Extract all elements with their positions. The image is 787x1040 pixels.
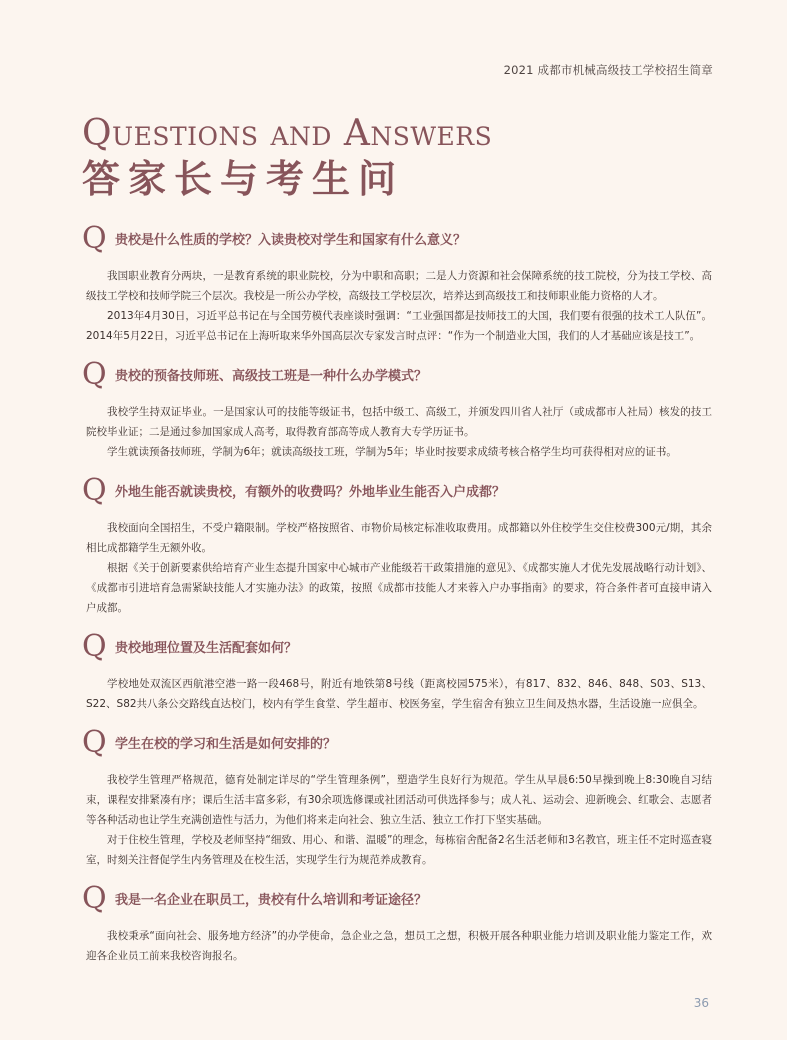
qa-list [82,222,712,978]
question-text: 贵校的预备技师班、高级技工班是一种什么办学模式？ [115,369,428,385]
answer-paragraph: 根据《关于创新要素供给培育产业生态提升国家中心城市产业能级若干政策措施的意见》、《成都实施人才优先发展战略行动计划》、《成都市引进培育急需紧缺技能人才实施办法》的政策，按照《成都市技能人才来蓉入户办事指南》的要求，符合条件者可直接申请入户成都。 [86,562,712,614]
question-row [82,726,712,758]
question-text: 学生在校的学习和生活是如何安排的？ [115,737,337,753]
answer-block [82,674,712,714]
answer-paragraph: 我校学生持双证毕业。一是国家认可的技能等级证书，包括中级工、高级工，并颁发四川省人社厅（或成都市人社局）核发的技工院校毕业证；二是通过参加国家成人高考，取得教育部高等成人教育大专学历证书。 [86,406,712,438]
question-mark-q: Q [82,357,107,392]
answer-paragraph: 学校地处双流区西航港空港一路一段468号，附近有地铁第8号线（距离校园575米），有817、832、846、848、S03、S13、S22、S82共八条公交路线直达校门，校内有学生食堂、学生超市、校医务室，学生宿舍有独立卫生间及热水器，生活设施一应俱全。 [86,678,712,710]
question-text: 外地生能否就读贵校，有额外的收费吗？外地毕业生能否入户成都？ [115,485,506,501]
answer-block [82,770,712,870]
answer-paragraph: 对于住校生管理，学校及老师坚持“细致、用心、和谐、温暖”的理念，每栋宿舍配备2名生活老师和3名教官，班主任不定时巡查寝室，时刻关注督促学生内务管理及在校生活，实现学生行为规范养成教育。 [86,834,712,866]
question-row [82,474,712,506]
qa-item-location [82,630,712,714]
qa-item-employee-training [82,882,712,966]
page-title-english: Questions and Answers [82,113,493,154]
answer-paragraph: 我校秉承“面向社会、服务地方经济”的办学使命，急企业之急，想员工之想，积极开展各种职业能力培训及职业能力鉴定工作，欢迎各企业员工前来我校咨询报名。 [86,930,712,962]
question-text: 我是一名企业在职员工，贵校有什么培训和考证途径？ [115,893,428,909]
answer-paragraph: 我校学生管理严格规范，德育处制定详尽的“学生管理条例”，塑造学生良好行为规范。学生从早晨6:50早操到晚上8:30晚自习结束，课程安排紧凑有序；课后生活丰富多彩，有30余项选修课或社团活动可供选择参与；成人礼、运动会、迎新晚会、红歌会、志愿者等各种活动也让学生充满创造性与活力，为他们将来走向社会、独立生活、独立工作打下坚实基础。 [86,774,712,826]
answer-paragraph: 我国职业教育分两块，一是教育系统的职业院校，分为中职和高职；二是人力资源和社会保障系统的技工院校，分为技工学校、高级技工学校和技师学院三个层次。我校是一所公办学校，高级技工学校层次，培养达到高级技工和技师职业能力资格的人才。 [86,270,712,302]
question-mark-q: Q [82,473,107,508]
answer-paragraph: 学生就读预备技师班，学制为6年；就读高级技工班，学制为5年；毕业时按要求成绩考核合格学生均可获得相对应的证书。 [107,446,677,458]
answer-block [82,266,712,346]
page-number: 36 [693,996,709,1010]
question-mark-q: Q [82,881,107,916]
question-row [82,358,712,390]
question-mark-q: Q [82,725,107,760]
question-row [82,630,712,662]
question-text: 贵校是什么性质的学校？入读贵校对学生和国家有什么意义？ [115,233,467,249]
running-header: 2021 成都市机械高级技工学校招生简章 [503,63,713,77]
answer-block [82,402,712,462]
qa-item-campus-life [82,726,712,870]
question-text: 贵校地理位置及生活配套如何？ [115,641,298,657]
answer-paragraph: 2013年4月30日，习近平总书记在与全国劳模代表座谈时强调：“工业强国都是技师技工的大国，我们要有很强的技术工人队伍”。2014年5月22日，习近平总书记在上海听取来华外国高层次专家发言时点评：“作为一个制造业大国，我们的人才基础应该是技工”。 [86,310,712,342]
qa-item-school-nature [82,222,712,346]
question-mark-q: Q [82,629,107,664]
question-row [82,882,712,914]
qa-item-class-model [82,358,712,462]
page-title-chinese: 答家长与考生问 [82,157,405,201]
qa-item-non-local-students [82,474,712,618]
answer-block [82,926,712,966]
answer-block [82,518,712,618]
question-row [82,222,712,254]
answer-paragraph: 我校面向全国招生，不受户籍限制。学校严格按照省、市物价局核定标准收取费用。成都籍以外住校学生交住校费300元/期，其余相比成都籍学生无额外收。 [86,522,712,554]
question-mark-q: Q [82,221,107,256]
